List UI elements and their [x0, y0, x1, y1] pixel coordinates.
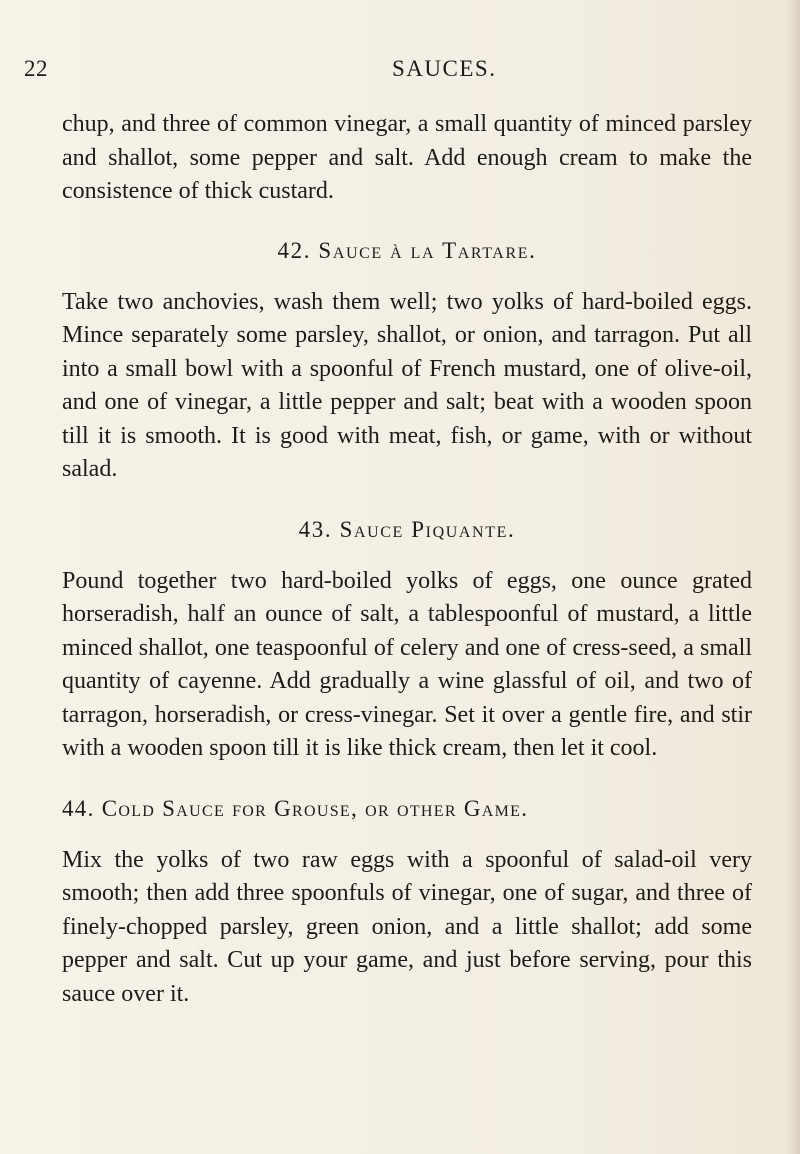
recipe-title-42: 42. Sauce à la Tartare.	[277, 237, 537, 263]
recipe-title-44: 44. Cold Sauce for Grouse, or other Game.	[62, 795, 529, 821]
page-number: 22	[24, 56, 48, 81]
page-text	[62, 108, 752, 1011]
page-header	[24, 56, 764, 86]
recipe-text-44: Mix the yolks of two raw eggs with a spoonful of salad-oil very smooth; then add three spoonfuls of vinegar, one of sugar, and three of finely-chopped parsley, green onion, and a little shallot; add some pepper and salt. Cut up your game, and just before serving, pour this sauce over it.	[62, 846, 752, 1007]
recipe-text-42: Take two anchovies, wash them well; two yolks of hard-boiled eggs. Mince separately some parsley, shallot, or onion, and tarragon. Put all into a small bowl with a spoonful of French mustard, one of olive-oil, and one of vinegar, a little pepper and salt; beat with a wooden spoon till it is smooth. It is good with meat, fish, or game, with or without salad.	[62, 288, 752, 482]
intro-paragraph: chup, and three of common vinegar, a small quantity of minced parsley and shallot, some pepper and salt. Add enough cream to make the consistence of thick custard.	[62, 111, 752, 204]
recipe-text-43: Pound together two hard-boiled yolks of eggs, one ounce grated horseradish, half an ounce of salt, a tablespoonful of mustard, a little minced shallot, one teaspoonful of celery and one of cress-seed, a small quantity of cayenne. Add gradually a wine glassful of oil, and two of tarragon, horseradish, or cress-vinegar. Set it over a gentle fire, and stir with a wooden spoon till it is like thick cream, then let it cool.	[62, 567, 752, 761]
page-edge-shadow	[786, 0, 800, 1154]
recipe-title-43: 43. Sauce Piquante.	[298, 516, 516, 542]
running-head: SAUCES.	[392, 56, 497, 81]
